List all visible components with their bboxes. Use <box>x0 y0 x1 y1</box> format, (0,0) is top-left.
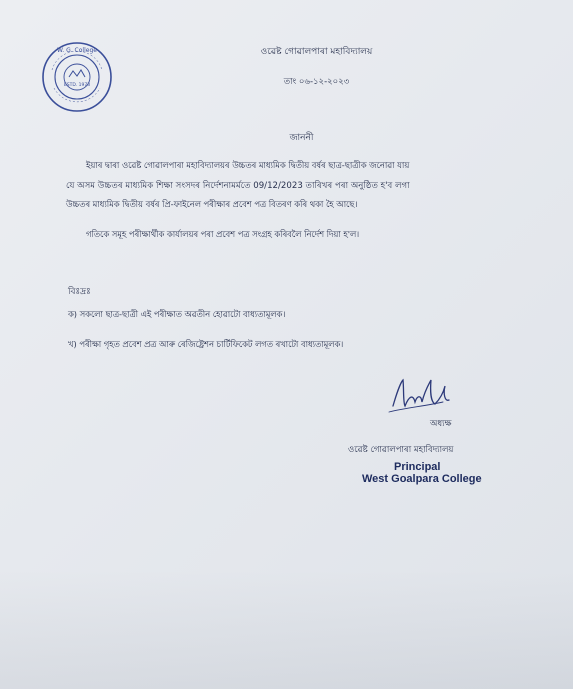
seal-text: W. G. College <box>57 47 97 54</box>
signature-icon <box>385 372 457 416</box>
signature-designation: অধ্যক্ষ <box>430 419 452 429</box>
body-line-4: গতিকে সমূহ পৰীক্ষাৰ্থীক কাৰ্যালয়ৰ পৰা প্ৰবেশ পত্ৰ সংগ্ৰহ কৰিবলৈ নিৰ্দেশ দিয়া হ'ল। <box>86 229 360 239</box>
signature-title-en: Principal <box>394 461 441 473</box>
header-college-name: ওৱেষ্ট গোৱালপাৰা মহাবিদ্যালয় <box>260 47 373 57</box>
seal-year: ESTD. 1973 <box>63 83 91 88</box>
header-date: তাং ০৬-১২-২০২৩ <box>283 77 350 87</box>
body-line-3: উচ্চতৰ মাধ্যমিক দ্বিতীয় বৰ্ষৰ প্ৰি-ফাইনেল পৰীক্ষাৰ প্ৰবেশ পত্ৰ বিতৰণ কৰি থকা হৈ আছে। <box>66 199 358 209</box>
body-line-1: ইয়াৰ দ্বাৰা ওৱেষ্ট গোৱালপাৰা মহাবিদ্যালয়ৰ উচ্চতৰ মাধ্যমিক দ্বিতীয় বৰ্ষৰ ছাত্ৰ-ছাত্ৰীক জনোৱা যায় <box>86 160 410 170</box>
note-item-a: ক) সকলো ছাত্ৰ-ছাত্ৰী এই পৰীক্ষাত অৱতীন হোৱাটো বাধ্যতামূলক। <box>68 309 286 319</box>
paper-shadow <box>0 569 573 689</box>
note-heading: বিঃদ্ৰঃ <box>68 287 91 297</box>
signature-college-bn: ওৱেষ্ট গোৱালপাৰা মহাবিদ্যালয় <box>348 445 454 455</box>
note-item-b: খ) পৰীক্ষা গৃহত প্ৰবেশ প্ৰত্ৰ আৰু ৰেজিষ্ট্ৰেশন চাৰ্টিফিকেট লগত ৰখাটো বাধ্যতামূলক। <box>68 339 344 349</box>
signature-college-en: West Goalpara College <box>362 473 482 485</box>
notice-title: জাননী <box>289 133 314 143</box>
body-line-2: যে অসম উচ্চতৰ মাধ্যমিক শিক্ষা সংসদৰ নিৰ্দেশনামৰ্মতে 09/12/2023 তাৰিখৰ পৰা অনুষ্ঠিত হ'ব লগা <box>66 181 410 191</box>
